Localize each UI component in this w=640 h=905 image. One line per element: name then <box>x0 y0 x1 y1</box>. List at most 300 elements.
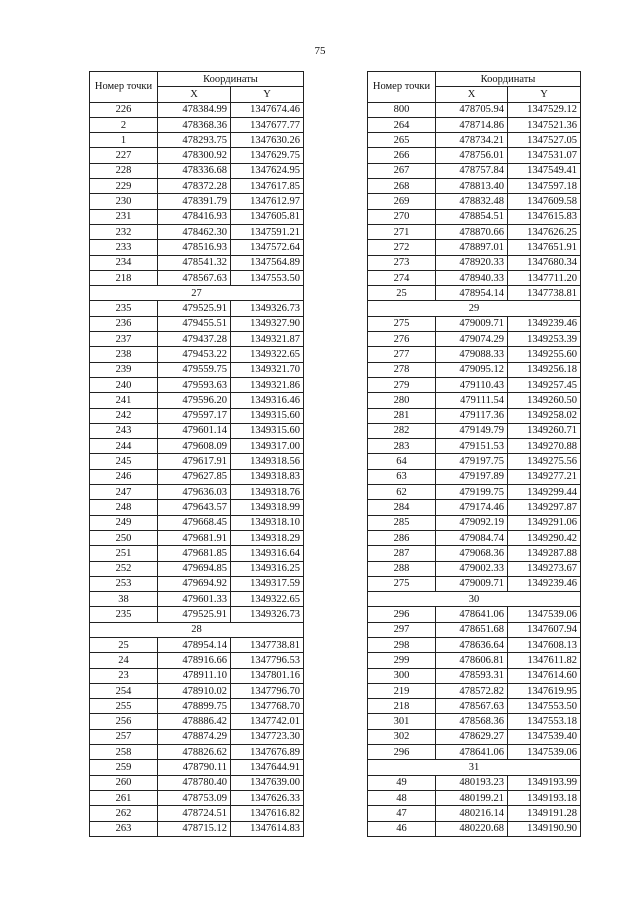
point-number-cell: 257 <box>90 729 158 744</box>
x-cell: 478641.06 <box>436 607 508 622</box>
point-number-cell: 242 <box>90 408 158 423</box>
point-number-cell: 260 <box>90 775 158 790</box>
point-number-cell: 248 <box>90 500 158 515</box>
x-cell: 479681.85 <box>158 546 231 561</box>
table-row <box>368 790 581 805</box>
point-number-cell: 282 <box>368 423 436 438</box>
table-row <box>90 362 304 377</box>
table-row <box>90 408 304 423</box>
table-row <box>90 393 304 408</box>
x-cell: 479110.43 <box>436 377 508 392</box>
y-cell: 1349315.60 <box>231 408 304 423</box>
section-row <box>368 301 581 316</box>
table-row <box>90 102 304 117</box>
point-number-cell: 265 <box>368 133 436 148</box>
y-cell: 1347609.58 <box>508 194 581 209</box>
x-cell: 479694.92 <box>158 576 231 591</box>
x-cell: 479199.75 <box>436 485 508 500</box>
x-cell: 479117.36 <box>436 408 508 423</box>
x-cell: 478780.40 <box>158 775 231 790</box>
y-cell: 1349327.90 <box>231 316 304 331</box>
table-row <box>90 683 304 698</box>
point-number-cell: 25 <box>368 286 436 301</box>
point-number-cell: 277 <box>368 347 436 362</box>
table-row <box>90 530 304 545</box>
x-cell: 478724.51 <box>158 806 231 821</box>
table-row <box>368 270 581 285</box>
point-number-cell: 800 <box>368 102 436 117</box>
section-number: 30 <box>368 592 581 607</box>
point-number-cell: 266 <box>368 148 436 163</box>
section-row <box>90 622 304 637</box>
point-number-cell: 270 <box>368 209 436 224</box>
y-cell: 1347608.13 <box>508 637 581 652</box>
table-row <box>90 454 304 469</box>
x-cell: 478756.01 <box>436 148 508 163</box>
x-cell: 478854.51 <box>436 209 508 224</box>
x-cell: 480193.23 <box>436 775 508 790</box>
x-cell: 478954.14 <box>158 637 231 652</box>
x-cell: 478911.10 <box>158 668 231 683</box>
point-number-cell: 23 <box>90 668 158 683</box>
x-cell: 479593.63 <box>158 377 231 392</box>
point-number-cell: 48 <box>368 790 436 805</box>
y-cell: 1349318.56 <box>231 454 304 469</box>
table-row <box>368 576 581 591</box>
table-row <box>368 347 581 362</box>
x-cell: 478734.21 <box>436 133 508 148</box>
point-number-cell: 274 <box>368 270 436 285</box>
point-number-cell: 1 <box>90 133 158 148</box>
y-cell: 1347564.89 <box>231 255 304 270</box>
y-cell: 1347572.64 <box>231 240 304 255</box>
y-cell: 1347624.95 <box>231 163 304 178</box>
y-cell: 1347616.82 <box>231 806 304 821</box>
table-body-left <box>90 102 304 836</box>
point-number-cell: 285 <box>368 515 436 530</box>
x-cell: 479601.33 <box>158 592 231 607</box>
x-cell: 479643.57 <box>158 500 231 515</box>
y-cell: 1349299.44 <box>508 485 581 500</box>
x-cell: 479525.91 <box>158 301 231 316</box>
y-cell: 1347796.53 <box>231 653 304 668</box>
x-cell: 479627.85 <box>158 469 231 484</box>
table-row <box>368 637 581 652</box>
point-number-cell: 296 <box>368 607 436 622</box>
point-number-cell: 62 <box>368 485 436 500</box>
y-cell: 1347619.95 <box>508 683 581 698</box>
point-number-cell: 256 <box>90 714 158 729</box>
x-cell: 479009.71 <box>436 576 508 591</box>
point-number-cell: 243 <box>90 423 158 438</box>
x-cell: 478813.40 <box>436 179 508 194</box>
y-cell: 1349255.60 <box>508 347 581 362</box>
y-cell: 1347615.83 <box>508 209 581 224</box>
y-cell: 1347723.30 <box>231 729 304 744</box>
point-number-cell: 272 <box>368 240 436 255</box>
point-number-cell: 237 <box>90 332 158 347</box>
table-row <box>90 607 304 622</box>
point-number-cell: 286 <box>368 530 436 545</box>
y-cell: 1349321.70 <box>231 362 304 377</box>
table-row <box>368 117 581 132</box>
table-row <box>368 194 581 209</box>
point-number-cell: 296 <box>368 745 436 760</box>
x-cell: 479596.20 <box>158 393 231 408</box>
y-cell: 1347597.18 <box>508 179 581 194</box>
x-cell: 479636.03 <box>158 485 231 500</box>
y-cell: 1349318.99 <box>231 500 304 515</box>
table-row <box>90 423 304 438</box>
x-cell: 478384.99 <box>158 102 231 117</box>
point-number-cell: 255 <box>90 699 158 714</box>
point-number-cell: 240 <box>90 377 158 392</box>
y-cell: 1349317.00 <box>231 439 304 454</box>
y-cell: 1349277.21 <box>508 469 581 484</box>
y-cell: 1347527.05 <box>508 133 581 148</box>
x-cell: 479095.12 <box>436 362 508 377</box>
y-cell: 1347553.18 <box>508 714 581 729</box>
y-cell: 1347626.25 <box>508 224 581 239</box>
x-header: X <box>158 87 231 102</box>
point-number-cell: 264 <box>368 117 436 132</box>
y-cell: 1347768.70 <box>231 699 304 714</box>
table-row <box>368 806 581 821</box>
x-cell: 478567.63 <box>158 270 231 285</box>
table-row <box>368 240 581 255</box>
x-cell: 479068.36 <box>436 546 508 561</box>
point-number-cell: 24 <box>90 653 158 668</box>
y-cell: 1349317.59 <box>231 576 304 591</box>
point-number-cell: 278 <box>368 362 436 377</box>
x-cell: 479617.91 <box>158 454 231 469</box>
header-row <box>90 72 304 87</box>
point-number-cell: 219 <box>368 683 436 698</box>
y-cell: 1349273.67 <box>508 561 581 576</box>
point-number-cell: 283 <box>368 439 436 454</box>
coordinates-table-right <box>367 71 581 837</box>
point-number-cell: 258 <box>90 745 158 760</box>
table-row <box>90 148 304 163</box>
table-body-right <box>368 102 581 836</box>
point-number-cell: 2 <box>90 117 158 132</box>
section-number: 27 <box>90 286 304 301</box>
table-row <box>368 286 581 301</box>
y-cell: 1347680.34 <box>508 255 581 270</box>
y-cell: 1349287.88 <box>508 546 581 561</box>
y-cell: 1349322.65 <box>231 592 304 607</box>
point-number-cell: 268 <box>368 179 436 194</box>
point-number-cell: 228 <box>90 163 158 178</box>
x-cell: 478870.66 <box>436 224 508 239</box>
table-row <box>368 561 581 576</box>
x-cell: 479455.51 <box>158 316 231 331</box>
x-cell: 479197.75 <box>436 454 508 469</box>
x-cell: 479597.17 <box>158 408 231 423</box>
section-number: 28 <box>90 622 304 637</box>
table-row <box>90 117 304 132</box>
x-cell: 479088.33 <box>436 347 508 362</box>
table-row <box>90 255 304 270</box>
y-cell: 1349326.73 <box>231 607 304 622</box>
table-row <box>368 454 581 469</box>
table-row <box>368 821 581 836</box>
point-number-cell: 249 <box>90 515 158 530</box>
x-cell: 478954.14 <box>436 286 508 301</box>
y-cell: 1347626.33 <box>231 790 304 805</box>
table-row <box>90 592 304 607</box>
point-number-cell: 241 <box>90 393 158 408</box>
x-cell: 478593.31 <box>436 668 508 683</box>
x-cell: 478372.28 <box>158 179 231 194</box>
table-row <box>90 377 304 392</box>
y-cell: 1349260.50 <box>508 393 581 408</box>
point-number-cell: 230 <box>90 194 158 209</box>
x-cell: 478753.09 <box>158 790 231 805</box>
y-cell: 1347521.36 <box>508 117 581 132</box>
y-cell: 1347629.75 <box>231 148 304 163</box>
point-number-cell: 263 <box>90 821 158 836</box>
y-cell: 1349318.10 <box>231 515 304 530</box>
x-cell: 479559.75 <box>158 362 231 377</box>
table-row <box>90 668 304 683</box>
point-number-cell: 279 <box>368 377 436 392</box>
coordinates-table-left <box>89 71 304 837</box>
y-cell: 1349275.56 <box>508 454 581 469</box>
table-row <box>90 485 304 500</box>
y-cell: 1349191.28 <box>508 806 581 821</box>
y-cell: 1349297.87 <box>508 500 581 515</box>
table-row <box>368 148 581 163</box>
table-row <box>368 316 581 331</box>
point-number-cell: 233 <box>90 240 158 255</box>
x-cell: 478516.93 <box>158 240 231 255</box>
table-row <box>368 729 581 744</box>
x-cell: 478832.48 <box>436 194 508 209</box>
y-cell: 1347549.41 <box>508 163 581 178</box>
y-cell: 1349316.64 <box>231 546 304 561</box>
point-number-cell: 267 <box>368 163 436 178</box>
coordinates-header: Координаты <box>158 72 304 87</box>
y-cell: 1349290.42 <box>508 530 581 545</box>
y-header: Y <box>508 87 581 102</box>
point-number-cell: 247 <box>90 485 158 500</box>
x-cell: 478874.29 <box>158 729 231 744</box>
x-header: X <box>436 87 508 102</box>
point-number-cell: 262 <box>90 806 158 821</box>
table-row <box>368 179 581 194</box>
point-number-cell: 49 <box>368 775 436 790</box>
point-number-cell: 218 <box>90 270 158 285</box>
x-cell: 479694.85 <box>158 561 231 576</box>
table-row <box>90 576 304 591</box>
y-cell: 1349260.71 <box>508 423 581 438</box>
point-number-cell: 302 <box>368 729 436 744</box>
section-number: 29 <box>368 301 581 316</box>
table-row <box>90 469 304 484</box>
x-cell: 478636.64 <box>436 637 508 652</box>
table-row <box>90 760 304 775</box>
x-cell: 479197.89 <box>436 469 508 484</box>
table-row <box>90 194 304 209</box>
y-cell: 1347630.26 <box>231 133 304 148</box>
x-cell: 479009.71 <box>436 316 508 331</box>
y-cell: 1347539.40 <box>508 729 581 744</box>
y-cell: 1347617.85 <box>231 179 304 194</box>
point-number-cell: 227 <box>90 148 158 163</box>
y-cell: 1349315.60 <box>231 423 304 438</box>
point-number-cell: 231 <box>90 209 158 224</box>
table-row <box>368 255 581 270</box>
x-cell: 478714.86 <box>436 117 508 132</box>
table-row <box>368 485 581 500</box>
point-number-cell: 252 <box>90 561 158 576</box>
table-row <box>90 332 304 347</box>
point-number-cell: 239 <box>90 362 158 377</box>
table-row <box>368 362 581 377</box>
y-cell: 1349318.83 <box>231 469 304 484</box>
x-cell: 479074.29 <box>436 332 508 347</box>
point-number-cell: 259 <box>90 760 158 775</box>
point-number-cell: 284 <box>368 500 436 515</box>
x-cell: 479608.09 <box>158 439 231 454</box>
point-number-cell: 229 <box>90 179 158 194</box>
y-cell: 1347711.20 <box>508 270 581 285</box>
x-cell: 478416.93 <box>158 209 231 224</box>
x-cell: 478606.81 <box>436 653 508 668</box>
table-row <box>90 653 304 668</box>
point-number-cell: 245 <box>90 454 158 469</box>
x-cell: 478541.32 <box>158 255 231 270</box>
x-cell: 479668.45 <box>158 515 231 530</box>
point-number-cell: 261 <box>90 790 158 805</box>
point-number-cell: 254 <box>90 683 158 698</box>
x-cell: 479437.28 <box>158 332 231 347</box>
table-row <box>90 500 304 515</box>
table-row <box>90 637 304 652</box>
point-number-cell: 269 <box>368 194 436 209</box>
point-number-cell: 299 <box>368 653 436 668</box>
point-number-cell: 236 <box>90 316 158 331</box>
y-cell: 1349253.39 <box>508 332 581 347</box>
x-cell: 478568.36 <box>436 714 508 729</box>
y-cell: 1349321.87 <box>231 332 304 347</box>
point-number-cell: 251 <box>90 546 158 561</box>
x-cell: 478572.82 <box>436 683 508 698</box>
x-cell: 478293.75 <box>158 133 231 148</box>
y-cell: 1347611.82 <box>508 653 581 668</box>
y-cell: 1347553.50 <box>508 699 581 714</box>
point-number-cell: 47 <box>368 806 436 821</box>
y-cell: 1347742.01 <box>231 714 304 729</box>
y-cell: 1349321.86 <box>231 377 304 392</box>
x-cell: 478567.63 <box>436 699 508 714</box>
coordinates-header: Координаты <box>436 72 581 87</box>
y-cell: 1349190.90 <box>508 821 581 836</box>
table-row <box>90 270 304 285</box>
point-number-cell: 298 <box>368 637 436 652</box>
table-row <box>368 163 581 178</box>
point-number-cell: 234 <box>90 255 158 270</box>
x-cell: 479151.53 <box>436 439 508 454</box>
y-cell: 1347674.46 <box>231 102 304 117</box>
table-row <box>90 347 304 362</box>
table-row <box>368 668 581 683</box>
section-row <box>368 760 581 775</box>
section-number: 31 <box>368 760 581 775</box>
point-number-cell: 63 <box>368 469 436 484</box>
x-cell: 479525.91 <box>158 607 231 622</box>
x-cell: 479084.74 <box>436 530 508 545</box>
y-cell: 1347591.21 <box>231 224 304 239</box>
point-number-cell: 275 <box>368 316 436 331</box>
table-row <box>368 622 581 637</box>
x-cell: 478757.84 <box>436 163 508 178</box>
point-number-cell: 235 <box>90 301 158 316</box>
table-row <box>368 530 581 545</box>
x-cell: 479681.91 <box>158 530 231 545</box>
x-cell: 478300.92 <box>158 148 231 163</box>
x-cell: 478629.27 <box>436 729 508 744</box>
y-cell: 1347676.89 <box>231 745 304 760</box>
y-cell: 1347605.81 <box>231 209 304 224</box>
x-cell: 479174.46 <box>436 500 508 515</box>
y-cell: 1349291.06 <box>508 515 581 530</box>
y-cell: 1347677.77 <box>231 117 304 132</box>
table-row <box>368 224 581 239</box>
point-number-cell: 246 <box>90 469 158 484</box>
point-number-cell: 46 <box>368 821 436 836</box>
x-cell: 478916.66 <box>158 653 231 668</box>
table-row <box>90 133 304 148</box>
y-cell: 1349326.73 <box>231 301 304 316</box>
y-cell: 1349257.45 <box>508 377 581 392</box>
point-number-cell: 287 <box>368 546 436 561</box>
x-cell: 478897.01 <box>436 240 508 255</box>
table-row <box>368 469 581 484</box>
table-row <box>368 607 581 622</box>
table-row <box>368 408 581 423</box>
y-cell: 1349322.65 <box>231 347 304 362</box>
point-number-cell: 232 <box>90 224 158 239</box>
table-row <box>90 515 304 530</box>
table-row <box>368 332 581 347</box>
y-cell: 1349318.76 <box>231 485 304 500</box>
table-row <box>90 790 304 805</box>
point-number-cell: 301 <box>368 714 436 729</box>
table-row <box>368 775 581 790</box>
point-number-cell: 275 <box>368 576 436 591</box>
table-row <box>90 821 304 836</box>
y-cell: 1347738.81 <box>508 286 581 301</box>
y-cell: 1349258.02 <box>508 408 581 423</box>
table-row <box>368 377 581 392</box>
y-cell: 1347644.91 <box>231 760 304 775</box>
x-cell: 478940.33 <box>436 270 508 285</box>
y-cell: 1349270.88 <box>508 439 581 454</box>
y-cell: 1347612.97 <box>231 194 304 209</box>
y-cell: 1349256.18 <box>508 362 581 377</box>
point-number-cell: 276 <box>368 332 436 347</box>
table-row <box>90 729 304 744</box>
x-cell: 478651.68 <box>436 622 508 637</box>
point-number-cell: 244 <box>90 439 158 454</box>
point-number-cell: 297 <box>368 622 436 637</box>
table-row <box>368 683 581 698</box>
y-cell: 1347614.60 <box>508 668 581 683</box>
table-row <box>368 439 581 454</box>
point-number-cell: 281 <box>368 408 436 423</box>
